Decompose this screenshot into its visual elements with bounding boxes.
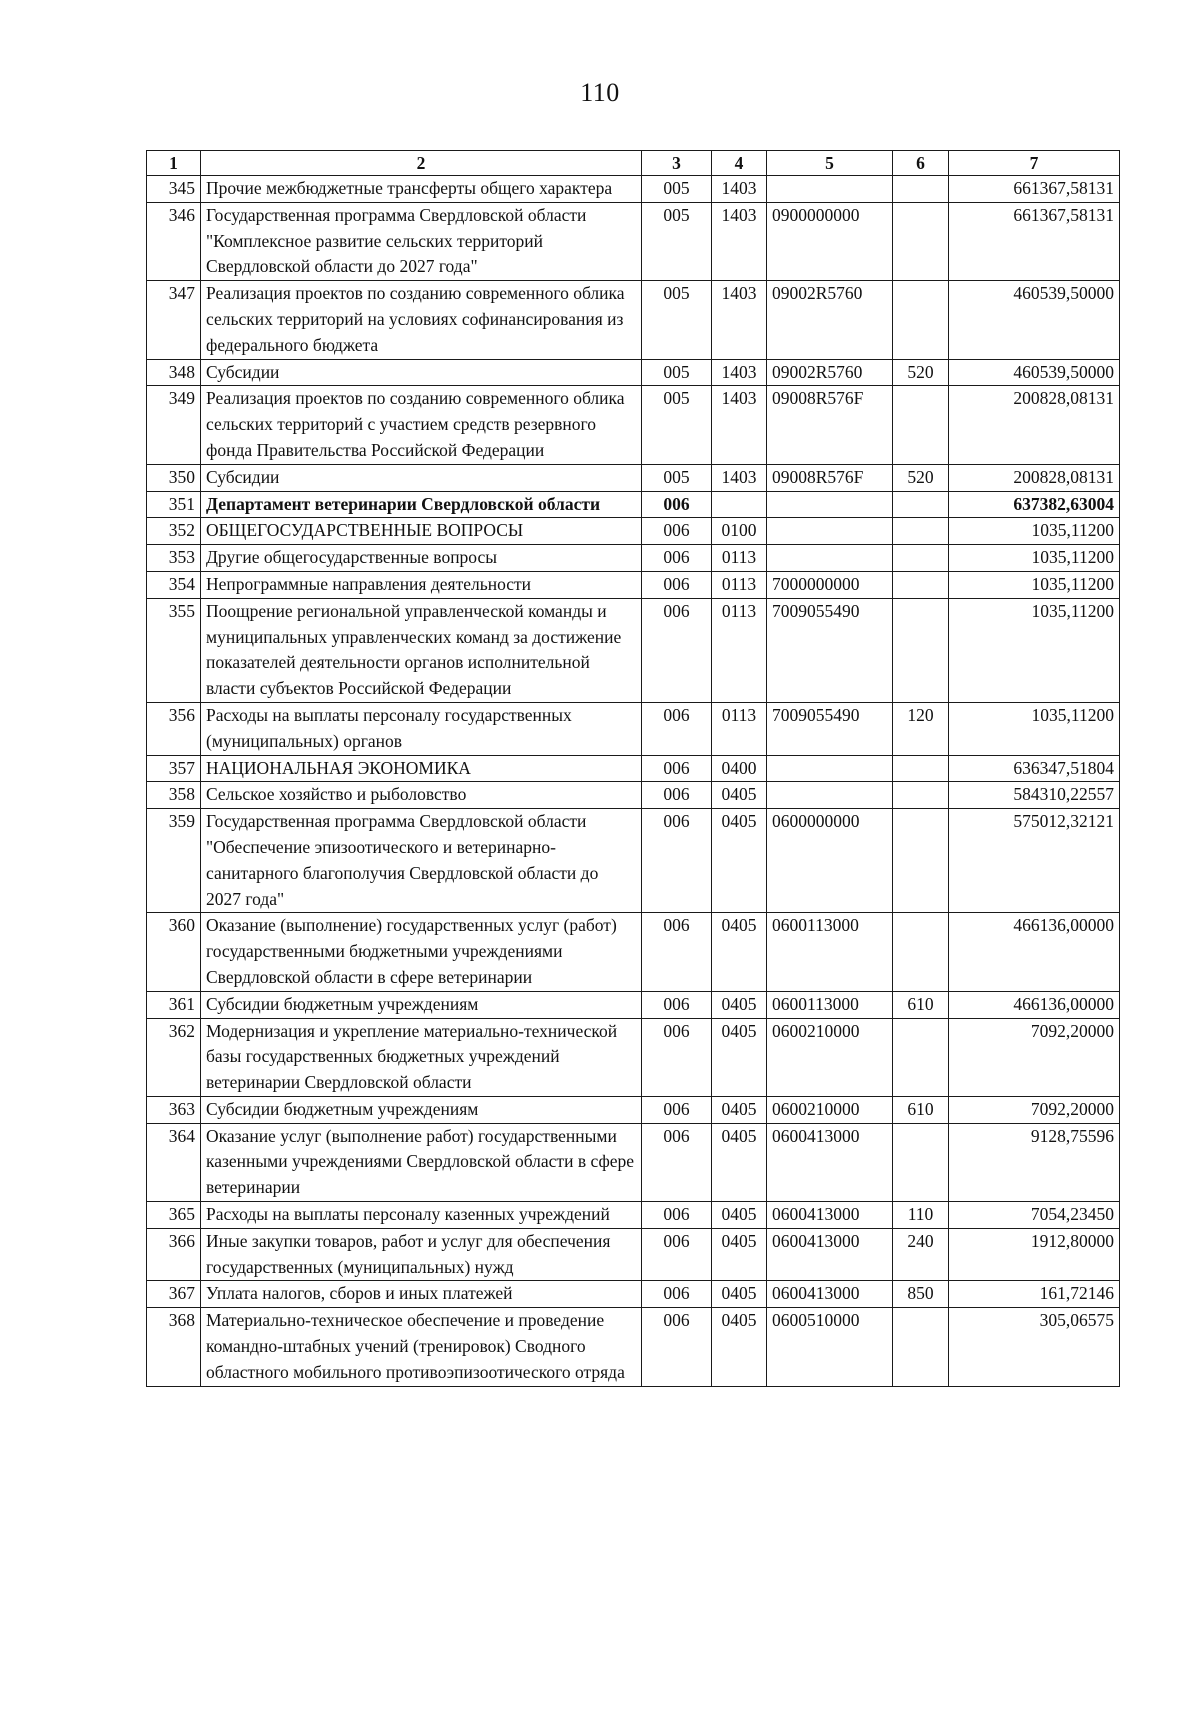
section-code: 0405 (712, 1018, 767, 1096)
row-number: 351 (147, 491, 201, 518)
target-article-code: 7009055490 (767, 702, 893, 755)
section-code: 0113 (712, 598, 767, 702)
page-number: 110 (580, 78, 620, 107)
section-code: 0405 (712, 1202, 767, 1229)
row-amount: 9128,75596 (949, 1123, 1120, 1201)
row-amount: 1035,11200 (949, 702, 1120, 755)
target-article-code (767, 755, 893, 782)
ministry-code: 005 (642, 176, 712, 203)
expense-type-code: 520 (893, 464, 949, 491)
row-number: 367 (147, 1281, 201, 1308)
expense-type-code (893, 809, 949, 913)
row-name: Уплата налогов, сборов и иных платежей (201, 1281, 642, 1308)
section-code: 0405 (712, 913, 767, 991)
expense-type-code (893, 782, 949, 809)
ministry-code: 006 (642, 545, 712, 572)
row-number: 364 (147, 1123, 201, 1201)
table-row (147, 1202, 1120, 1229)
row-amount: 1035,11200 (949, 598, 1120, 702)
row-amount: 1035,11200 (949, 545, 1120, 572)
row-amount: 575012,32121 (949, 809, 1120, 913)
row-number: 366 (147, 1228, 201, 1281)
row-amount: 460539,50000 (949, 359, 1120, 386)
section-code: 0100 (712, 518, 767, 545)
ministry-code: 006 (642, 755, 712, 782)
ministry-code: 005 (642, 281, 712, 359)
row-number: 350 (147, 464, 201, 491)
row-amount: 661367,58131 (949, 202, 1120, 280)
table-row (147, 202, 1120, 280)
ministry-code: 006 (642, 1096, 712, 1123)
row-name: Реализация проектов по созданию современного облика сельских территорий на условиях софинансирования из федерального бюджета (201, 281, 642, 359)
row-name: Поощрение региональной управленческой команды и муниципальных управленческих команд за достижение показателей деятельности органов исполнительной власти субъектов Российской Федерации (201, 598, 642, 702)
target-article-code: 0600413000 (767, 1228, 893, 1281)
row-number: 352 (147, 518, 201, 545)
row-number: 357 (147, 755, 201, 782)
expense-type-code: 110 (893, 1202, 949, 1229)
expense-type-code (893, 598, 949, 702)
row-amount: 305,06575 (949, 1308, 1120, 1386)
expense-type-code: 850 (893, 1281, 949, 1308)
expense-type-code: 610 (893, 991, 949, 1018)
ministry-code: 006 (642, 782, 712, 809)
row-amount: 1035,11200 (949, 571, 1120, 598)
row-amount: 466136,00000 (949, 913, 1120, 991)
ministry-code: 006 (642, 518, 712, 545)
section-code: 0405 (712, 1123, 767, 1201)
section-code: 1403 (712, 386, 767, 464)
expense-type-code (893, 1018, 949, 1096)
row-name: НАЦИОНАЛЬНАЯ ЭКОНОМИКА (201, 755, 642, 782)
expense-type-code: 120 (893, 702, 949, 755)
row-amount: 1035,11200 (949, 518, 1120, 545)
target-article-code: 7000000000 (767, 571, 893, 598)
target-article-code: 0600113000 (767, 913, 893, 991)
ministry-code: 006 (642, 1228, 712, 1281)
table-row (147, 1096, 1120, 1123)
expense-type-code (893, 545, 949, 572)
row-number: 345 (147, 176, 201, 203)
expense-type-code (893, 913, 949, 991)
target-article-code: 0600113000 (767, 991, 893, 1018)
row-number: 358 (147, 782, 201, 809)
ministry-code: 005 (642, 386, 712, 464)
ministry-code: 006 (642, 913, 712, 991)
ministry-code: 006 (642, 491, 712, 518)
row-amount: 460539,50000 (949, 281, 1120, 359)
table-row (147, 464, 1120, 491)
section-code: 0405 (712, 1096, 767, 1123)
row-number: 360 (147, 913, 201, 991)
table-row (147, 386, 1120, 464)
table-row (147, 545, 1120, 572)
row-amount: 200828,08131 (949, 464, 1120, 491)
row-name: Иные закупки товаров, работ и услуг для обеспечения государственных (муниципальных) нужд (201, 1228, 642, 1281)
row-amount: 161,72146 (949, 1281, 1120, 1308)
ministry-code: 006 (642, 1018, 712, 1096)
target-article-code: 0600413000 (767, 1123, 893, 1201)
table-row (147, 809, 1120, 913)
target-article-code: 09002R5760 (767, 359, 893, 386)
section-code: 1403 (712, 176, 767, 203)
column-header: 7 (949, 151, 1120, 176)
row-name: Сельское хозяйство и рыболовство (201, 782, 642, 809)
row-amount: 637382,63004 (949, 491, 1120, 518)
target-article-code: 0600413000 (767, 1202, 893, 1229)
row-name: Департамент ветеринарии Свердловской области (201, 491, 642, 518)
expense-type-code (893, 491, 949, 518)
row-name: Субсидии (201, 359, 642, 386)
target-article-code (767, 491, 893, 518)
ministry-code: 006 (642, 702, 712, 755)
row-amount: 7054,23450 (949, 1202, 1120, 1229)
target-article-code (767, 518, 893, 545)
column-header: 1 (147, 151, 201, 176)
row-amount: 636347,51804 (949, 755, 1120, 782)
row-number: 368 (147, 1308, 201, 1386)
target-article-code: 7009055490 (767, 598, 893, 702)
row-name: Модернизация и укрепление материально-технической базы государственных бюджетных учреждений ветеринарии Свердловской области (201, 1018, 642, 1096)
table-row (147, 755, 1120, 782)
ministry-code: 005 (642, 359, 712, 386)
table-row (147, 1123, 1120, 1201)
table-row (147, 1228, 1120, 1281)
section-code: 1403 (712, 281, 767, 359)
ministry-code: 006 (642, 1202, 712, 1229)
budget-table (146, 150, 1120, 1387)
ministry-code: 006 (642, 598, 712, 702)
column-header: 6 (893, 151, 949, 176)
section-code: 0405 (712, 1281, 767, 1308)
row-name: Субсидии бюджетным учреждениям (201, 991, 642, 1018)
table-row (147, 702, 1120, 755)
row-name: Субсидии (201, 464, 642, 491)
row-name: Государственная программа Свердловской области "Обеспечение эпизоотического и ветеринарно-санитарного благополучия Свердловской области до 2027 года" (201, 809, 642, 913)
section-code: 0113 (712, 571, 767, 598)
row-amount: 7092,20000 (949, 1018, 1120, 1096)
row-number: 362 (147, 1018, 201, 1096)
row-name: ОБЩЕГОСУДАРСТВЕННЫЕ ВОПРОСЫ (201, 518, 642, 545)
expense-type-code (893, 202, 949, 280)
table-row (147, 1308, 1120, 1386)
row-name: Другие общегосударственные вопросы (201, 545, 642, 572)
row-number: 347 (147, 281, 201, 359)
row-number: 346 (147, 202, 201, 280)
expense-type-code (893, 386, 949, 464)
target-article-code: 0900000000 (767, 202, 893, 280)
row-name: Непрограммные направления деятельности (201, 571, 642, 598)
row-name: Субсидии бюджетным учреждениям (201, 1096, 642, 1123)
target-article-code (767, 176, 893, 203)
row-amount: 584310,22557 (949, 782, 1120, 809)
section-code: 0113 (712, 702, 767, 755)
ministry-code: 006 (642, 571, 712, 598)
target-article-code: 0600413000 (767, 1281, 893, 1308)
target-article-code: 0600210000 (767, 1096, 893, 1123)
expense-type-code: 240 (893, 1228, 949, 1281)
section-code: 0405 (712, 782, 767, 809)
section-code (712, 491, 767, 518)
ministry-code: 006 (642, 1308, 712, 1386)
ministry-code: 006 (642, 1281, 712, 1308)
column-header: 2 (201, 151, 642, 176)
row-number: 356 (147, 702, 201, 755)
row-name: Оказание услуг (выполнение работ) государственными казенными учреждениями Свердловской области в сфере ветеринарии (201, 1123, 642, 1201)
row-name: Реализация проектов по созданию современного облика сельских территорий с участием средств резервного фонда Правительства Российской Федерации (201, 386, 642, 464)
section-code: 0405 (712, 1308, 767, 1386)
row-name: Расходы на выплаты персоналу казенных учреждений (201, 1202, 642, 1229)
table-row (147, 991, 1120, 1018)
table-row (147, 176, 1120, 203)
row-number: 348 (147, 359, 201, 386)
row-number: 365 (147, 1202, 201, 1229)
target-article-code: 09008R576F (767, 386, 893, 464)
expense-type-code: 610 (893, 1096, 949, 1123)
row-number: 353 (147, 545, 201, 572)
table-row (147, 913, 1120, 991)
section-code: 1403 (712, 202, 767, 280)
column-header: 3 (642, 151, 712, 176)
expense-type-code (893, 1308, 949, 1386)
row-amount: 661367,58131 (949, 176, 1120, 203)
table-row (147, 598, 1120, 702)
ministry-code: 005 (642, 202, 712, 280)
row-name: Государственная программа Свердловской области "Комплексное развитие сельских территорий Свердловской области до 2027 года" (201, 202, 642, 280)
row-number: 361 (147, 991, 201, 1018)
row-number: 349 (147, 386, 201, 464)
row-number: 355 (147, 598, 201, 702)
section-code: 0400 (712, 755, 767, 782)
table-row (147, 1018, 1120, 1096)
table-row (147, 782, 1120, 809)
target-article-code (767, 782, 893, 809)
table-row (147, 491, 1120, 518)
row-name: Материально-техническое обеспечение и проведение командно-штабных учений (тренировок) Сводного областного мобильного противоэпизоотического отряда (201, 1308, 642, 1386)
section-code: 0405 (712, 809, 767, 913)
expense-type-code (893, 176, 949, 203)
table-body (147, 176, 1120, 1387)
ministry-code: 006 (642, 1123, 712, 1201)
section-code: 0405 (712, 1228, 767, 1281)
row-number: 354 (147, 571, 201, 598)
row-amount: 466136,00000 (949, 991, 1120, 1018)
row-amount: 7092,20000 (949, 1096, 1120, 1123)
row-name: Прочие межбюджетные трансферты общего характера (201, 176, 642, 203)
expense-type-code (893, 518, 949, 545)
section-code: 0113 (712, 545, 767, 572)
table-row (147, 1281, 1120, 1308)
target-article-code: 09008R576F (767, 464, 893, 491)
expense-type-code (893, 1123, 949, 1201)
row-amount: 200828,08131 (949, 386, 1120, 464)
target-article-code (767, 545, 893, 572)
table-row (147, 359, 1120, 386)
ministry-code: 005 (642, 464, 712, 491)
column-header: 5 (767, 151, 893, 176)
section-code: 1403 (712, 359, 767, 386)
expense-type-code (893, 571, 949, 598)
row-number: 359 (147, 809, 201, 913)
target-article-code: 09002R5760 (767, 281, 893, 359)
ministry-code: 006 (642, 809, 712, 913)
target-article-code: 0600210000 (767, 1018, 893, 1096)
section-code: 0405 (712, 991, 767, 1018)
expense-type-code (893, 281, 949, 359)
table-row (147, 281, 1120, 359)
row-name: Расходы на выплаты персоналу государственных (муниципальных) органов (201, 702, 642, 755)
expense-type-code: 520 (893, 359, 949, 386)
section-code: 1403 (712, 464, 767, 491)
column-header: 4 (712, 151, 767, 176)
row-number: 363 (147, 1096, 201, 1123)
table-row (147, 571, 1120, 598)
table-row (147, 518, 1120, 545)
table-header-row (147, 151, 1120, 176)
ministry-code: 006 (642, 991, 712, 1018)
target-article-code: 0600510000 (767, 1308, 893, 1386)
target-article-code: 0600000000 (767, 809, 893, 913)
row-name: Оказание (выполнение) государственных услуг (работ) государственными бюджетными учреждениями Свердловской области в сфере ветеринарии (201, 913, 642, 991)
row-amount: 1912,80000 (949, 1228, 1120, 1281)
expense-type-code (893, 755, 949, 782)
